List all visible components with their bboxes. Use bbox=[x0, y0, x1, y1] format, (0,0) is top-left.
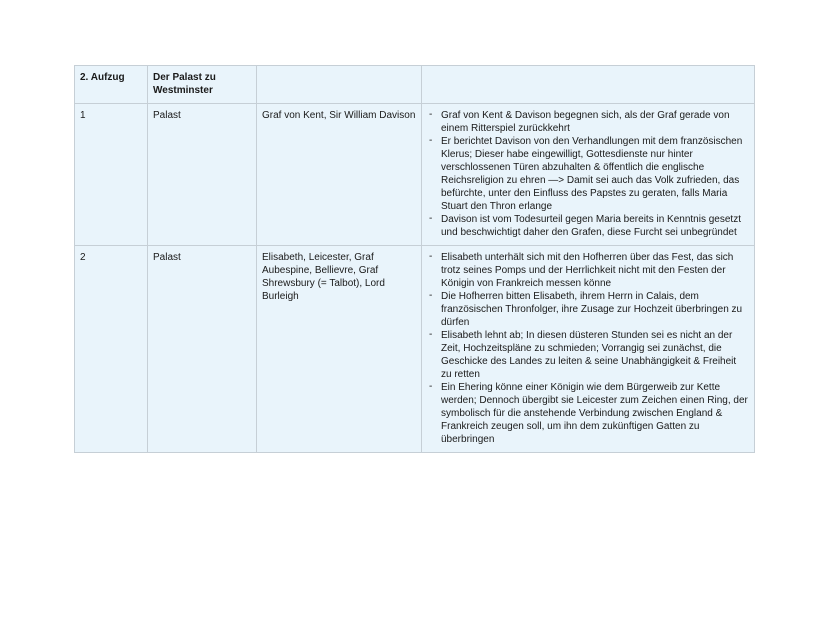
scene-place: Palast bbox=[148, 104, 257, 246]
event-list bbox=[427, 109, 749, 239]
table-row bbox=[75, 246, 755, 453]
event-item: - Graf von Kent & Davison begegnen sich, als der Graf gerade von einem Ritterspiel zurückkehrt bbox=[427, 109, 749, 135]
event-item: - Elisabeth unterhält sich mit den Hofherren über das Fest, das sich trotz seines Pomps und der Herrlichkeit nicht mit den Festen der Königin von Frankreich messen könne bbox=[427, 251, 749, 290]
scene-table bbox=[74, 65, 755, 453]
table-row bbox=[75, 104, 755, 246]
event-item: - Elisabeth lehnt ab; In diesen düsteren Stunden sei es nicht an der Zeit, Hochzeitspläne zu schmieden; Vorrangig sei zunächst, die Geschicke des Landes zu leiten & seine Unabhängigkeit & Freiheit zu retten bbox=[427, 329, 749, 381]
scene-events bbox=[422, 104, 755, 246]
header-empty-cell bbox=[257, 66, 422, 104]
header-location: Der Palast zu Westminster bbox=[148, 66, 257, 104]
header-act: 2. Aufzug bbox=[75, 66, 148, 104]
table-header-row bbox=[75, 66, 755, 104]
event-item: - Davison ist vom Todesurteil gegen Maria bereits in Kenntnis gesetzt und beschwichtigt daher den Grafen, diese Furcht sei unbegründet bbox=[427, 213, 749, 239]
scene-number: 1 bbox=[75, 104, 148, 246]
scene-events bbox=[422, 246, 755, 453]
scene-characters: Graf von Kent, Sir William Davison bbox=[257, 104, 422, 246]
event-list bbox=[427, 251, 749, 446]
scene-characters: Elisabeth, Leicester, Graf Aubespine, Bellievre, Graf Shrewsbury (= Talbot), Lord Burleigh bbox=[257, 246, 422, 453]
event-item: - Die Hofherren bitten Elisabeth, ihrem Herrn in Calais, dem französischen Thronfolger, ihre Zusage zur Hochzeit überbringen zu dürfen bbox=[427, 290, 749, 329]
event-item: - Ein Ehering könne einer Königin wie dem Bürgerweib zur Kette werden; Dennoch übergibt sie Leicester zum Zeichen einen Ring, der symbolisch für die anstehende Verbindung zwischen England & Frankreich zeugen soll, um ihn dem zukünftigen Gatten zu überbringen bbox=[427, 381, 749, 446]
scene-place: Palast bbox=[148, 246, 257, 453]
event-item: - Er berichtet Davison von den Verhandlungen mit dem französischen Klerus; Dieser habe eingewilligt, Gottesdienste nur hinter verschlossenen Türen abzuhalten & öffentlich die englische Reichsreligion zu ehren —> Damit sei auch das Volk zufrieden, das befürchte, unter den Einfluss des Papstes zu geraten, falls Maria Stuart den Thron erlange bbox=[427, 135, 749, 213]
scene-number: 2 bbox=[75, 246, 148, 453]
header-empty-cell bbox=[422, 66, 755, 104]
